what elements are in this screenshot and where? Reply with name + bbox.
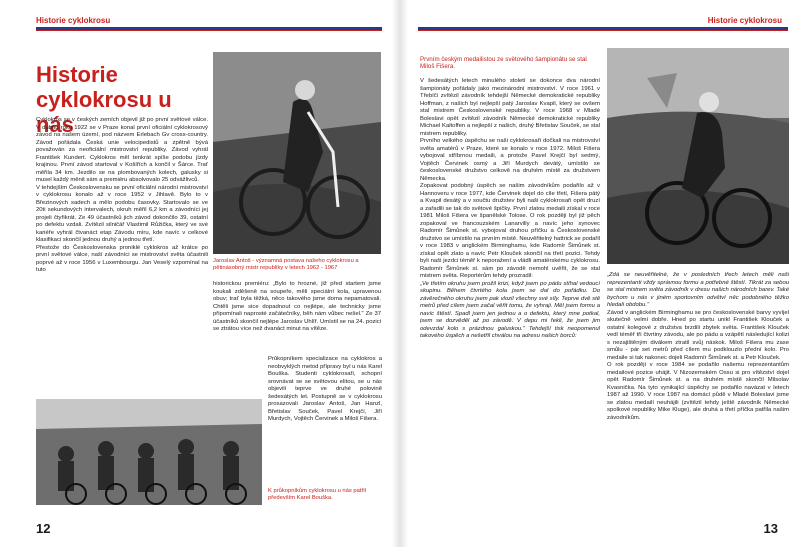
paragraph: V tehdejším Československu se první oficiální národní mistrovství v cyklokrosu konalo až v roce 1952 v Jihlavě. Bylo to v Březinových sadech a mělo podobu časovky. Startovalo se ve 20ti sekundových intervalech, okruh měřil 6,2 km a závodníci jej projeli čtyřikrát. Ze 49 účastníků jich závod dokončilo 39, ostatní po defektu vzdali. Zvítězil silničář Vlastimil Růžička, který ve své kariéře vyhrál čtvanáct etap Závodu míru, kde navíc v celkové klasifikaci skončil jednou druhý a jednou třetí. (36, 184, 208, 243)
paragraph: Průkopníkem specializace na cyklokros a neobvyklých metod přípravy byl u nás Karel Bouška. Studenti cyklokrosaři, schopní srovnávat se se světovou elitou, se u nás objevili teprve ve druhé polovině šedesátých let. Postupně se v cyklokrosu prosazovali Jaroslav Antoš, Jan Hanzl, Břetislav Souček, Pavel Krejčí, Jiří Murdych, Vojtěch Červinek a Miloš Fišera. (268, 356, 382, 422)
cyclist-photo-illustration (607, 48, 789, 264)
page-number: 13 (763, 521, 778, 536)
header-rule-accent (418, 30, 788, 31)
text-column-right (607, 272, 789, 520)
paragraph (420, 281, 600, 341)
running-head: Historie cyklokrosu (36, 16, 111, 25)
text-column-inset (268, 356, 382, 482)
photo-cyclist-antos (213, 52, 381, 254)
cyclist-photo-illustration (213, 52, 381, 254)
photo-caption: Prvním českým medailistou ze světového šampionátu se stal Miloš Fišera. (420, 56, 587, 71)
photo-cyclist-fisera (607, 48, 789, 264)
race-start-photo-illustration (36, 399, 262, 505)
paragraph: V šedesátých letech minulého století se dokonce dva národní šampionáty pořádaly jako mezinárodní mistrovství. V roce 1961 v Třebíči zvítězil závodník tehdejší Německé demokratické republiky Hoffman, z našich byl nejlepší patý Jaroslav Kvapil, který se ovšem stal mistrem Československé republiky. V roce 1968 v Mladé Boleslavi opět zvítězil závodník Německé demokratické republiky Michael Kaltoffen a nejlepší z našich, druhý Břetislav Souček, se stal mistrem republiky. (420, 78, 600, 137)
paragraph: Cyklokros se v českých zemích objevil již po první světové válce. V dubnu roku 1922 se v Praze konal první oficiální cyklokrosový závod na našem území, pod názvem Erlebach Gv cross-country. Závod pořádala Česká unie velocipedistů a zpětně bývá považován za neoficiální mistrovství republiky. Závod vyhrál František Kundert. Cyklokros měl tenkrát spíše podobu jízdy krajinou. První závod startoval v Košířích a končil v Šárce. Trať měřila 34 km. Jezdilo se na plombovaných kolech, galusky si musel každý měnit sám a premiéru absolvovalo 25 odvážlivců. (36, 117, 208, 183)
running-head: Historie cyklokrosu (707, 16, 782, 25)
text-column-left (36, 117, 208, 396)
quote: „Zdá se neuvěřitelné, že v posledních třech letech měli naši reprezentanti vždy správnou formu a potřebné štěstí. Tlkrát za sebou se stal mistrem světa závodník v dresu našich národních barev. Také bychom u nás v jiném sportovním odvětví něc podobného těžko hledali obdobu." (607, 272, 789, 308)
paragraph: Závod v anglickém Birminghamu se pro československé barvy vyvíjel skutečně velmi dobře. Hned po startu unikl František Klouček a ostatní kolegové z družstva brzdili zbytek světa. František Klouček vedl téměř tři čtvrtiny závodu, ale po pádu a vzápětí následující kolizi s nezajištěným divákem ztratil svůj náskok. Miloš Fišera mu zase smůlu - pár set metrů před cílem mu podklouzlo přední kolo. Pro medaile si tak nakonec dojeli Radomír Šimůnek st. a Petr Klouček. (607, 309, 789, 361)
paragraph: historickou premiéru: „Bylo to hrozné, již před startem jsme koukali zděšeně na soupeře, měli speciální kola, upravenou obuv; trať byla těžká, něco takového jsme doma nepamatovali. Chtěli jsme sice dopadnout co nejlépe, ale technicky jsme připomínali naprosté začátečníky, běh nám vůbec nešel." Ze 37 účastníků skončil nejlépe Jaroslav Uhlíř. Umístil se na 24. pozici se ztrátou více než dvanáct minut na vítěze. (213, 281, 381, 332)
right-page (408, 0, 794, 547)
page-title: Historie cyklokrosu u nás (36, 62, 172, 137)
text-column-left (420, 78, 600, 520)
left-page (6, 0, 392, 547)
paragraph: Přestože do Československa proniklé cyklokros až krátce po první světové válce, naší závodníci se mistrovství světa účastnili poprvé až v roce 1956 v Luxembourgu. Jan Veselý vzpomínal na tuto (36, 244, 208, 273)
paragraph: Prvního velkého úspěchu se naši cyklokrosaři dočkali na mistrovství světa amatérů v Praze, které se konalo v roce 1972. Miloš Fišera vybojoval stříbrnou medaili, a protože Pavel Krejčí byl sedmý, Vojtěch Červinek osmý a Jiří Murdych devátý, umístilo se československé družstvo celkově na druhém místě za družstvem Německa. (420, 138, 600, 182)
paragraph (607, 272, 789, 310)
paragraph: Zopakovat podobný úspěch se našim závodníkům podařilo až v Hannoveru v roce 1977, kde Červinek dojel do cíle třetí, Fišera pátý a Kvapil desátý a v součtu družstev byli naši cyklokrosaři opět druzí a zařadili se tak do světové špičky. První zlatou medaili získal v roce 1981 Miloš Fišera ve španělské Tolose. O rok později byl již pěch zopakoval ve francouzském Lanarvilly a navíc jeho synovec Radomír Šimůnek st. vybojoval druhou příčku a Československé družstvo se umístilo na prvním místě. Neuvěřitelný hattrick se podařil v roce 1983 v anglickém Birminghamu, kde Radomír Šimůnek st. získal opět zlato a navíc Petr Klouček skončil na třetí pozici. Tehdy byli naši jezdci téměř k neporažení a vládli amatérskému cyklokrosu. Radomír Šimůnek st. sám po závodě nemohl uvěřit, že se stal mistrem světa. Reportérům tehdy prozradil: (420, 183, 600, 279)
text-column-right (213, 281, 381, 341)
paragraph: O rok později v roce 1984 se podařilo našemu reprezentantům medailové pozice uhájit. V Nizozemském Ossu si pro vítězství dojel opět Radomír Šimůnek st. a na druhém místě skončil Milsolav Kvasnička. Na tyto vynikající úspěchy se podařilo navázat v letech 1987 až 1990. V roce 1987 na domácí půdě v Mladé Boleslavi jsme se zlatou medailí neuhájili (zvítězil tehdy ještě závodník Německé spolkové republiky Mike Kluge), ale druhá a třetí příčka patřila našim závodníkům. (607, 362, 789, 421)
page-number: 12 (36, 521, 51, 536)
photo-race-start (36, 399, 262, 505)
photo-caption: Jaroslav Antoš - významná postava našeho cyklokrosu a pětinásobný mistr republiky v letech 1962 - 1967 (213, 258, 359, 272)
header-rule-accent (36, 30, 382, 31)
quote: „Ve třetím okruhu jsem prožil krizi, když jsem po pádu stíhal vedoucí skupinu. Během čtvrtého kola jsem se dal do pořádku. Do závěrečného okruhu jsem pak vlozil všechny své síly. Teprve dvě stě metrů před cílem jsem začal věřit tomu, že vyhraji. Měl jsem formu a navíc štěstí. Spadl jsem jen jednou a o defektu, který mne potkal, jsem se dozvěděl až po závodě. V depu mi řekli, že jsem jim odevzdal kolo s prázdnou galuskou." Tehdejší tisk neopomenul takového úspěch a nešetřil chválou na adresu našich borců: (420, 280, 600, 339)
photo-caption: K průkopníkům cyklokrosu u nás patřil především Karel Bouška. (268, 488, 366, 502)
page-gutter (392, 0, 408, 547)
